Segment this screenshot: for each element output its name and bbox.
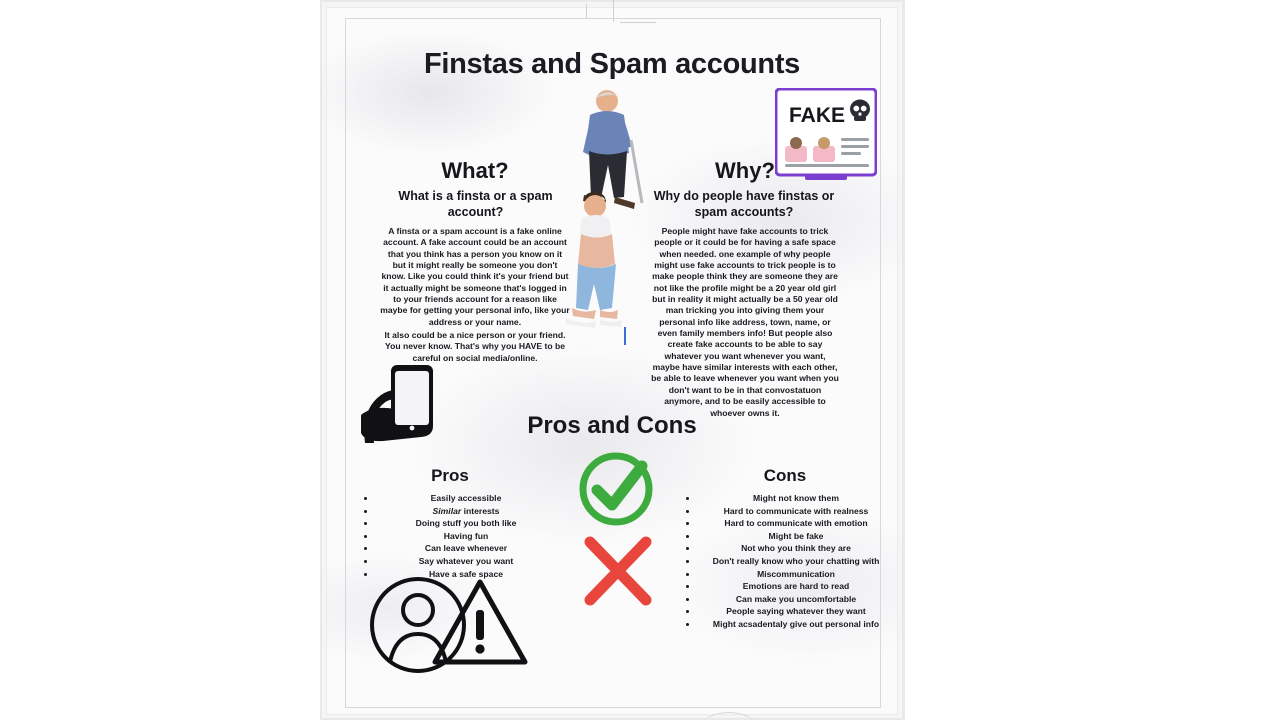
column-body-why: People might have fake accounts to trick people or it could be for having a safe space when needed. one example of why people might use fake accounts to trick people is to make people think they are someone they are not like the profile might be a 20 year old girl but in reality it might actually be a 50 year old man tricking you into giving them your personal info like address, town, name, or even family members info! But people also create fake accounts to be able to say whatever you want whenever you want, maybe have similar interests with each other, be able to leave whenever you want when you don't want to be in that convostatuon anymore, and to be easily accessible to whoever owns it.: [651, 226, 839, 418]
list-item: • Doing stuff you both like: [376, 517, 556, 530]
crop-mark-left-vertical: [586, 4, 587, 18]
column-subheading-why: Why do people have finstas or spam accounts?: [653, 189, 835, 219]
column-body-what-1: A finsta or a spam account is a fake online account. A fake account could be an account that you think has a person you know on it but it might really be someone you don't know. Like you could think it's your friend but it actually might be someone that's logged in to your friends account for a reason like maybe for getting your personal info, like your address or your name.: [380, 226, 570, 327]
list-item: • Might be fake: [698, 530, 894, 543]
list-item: • Miscommunication: [698, 568, 894, 581]
list-item: • Might not know them: [698, 492, 894, 505]
page-title: Finstas and Spam accounts: [423, 48, 801, 80]
list-item: • Easily accessible: [376, 492, 556, 505]
list-item: • People saying whatever they want: [698, 605, 894, 618]
red-x-icon: [570, 530, 666, 612]
green-check-icon: [568, 448, 664, 530]
column-heading-what: What?: [441, 158, 509, 183]
pros-heading: Pros: [431, 466, 469, 485]
list-item: • Have a safe space: [376, 568, 556, 581]
section-title-pros-and-cons: Pros and Cons: [527, 412, 697, 439]
list-item: • Might acsadentaly give out personal info: [698, 618, 894, 631]
pros-list: [362, 492, 556, 580]
list-item: • Don't really know who your chatting with: [698, 555, 894, 568]
person-sitting-illustration: [548, 190, 640, 335]
list-item: • Hard to communicate with realness: [698, 505, 894, 518]
list-item: • Emotions are hard to read: [698, 580, 894, 593]
list-item: • Say whatever you want: [376, 555, 556, 568]
crop-mark-horizontal: [620, 22, 656, 23]
list-item: • Having fun: [376, 530, 556, 543]
blue-accent-mark: [624, 327, 626, 345]
avatar-warning-icon: [360, 570, 550, 675]
list-item: • Can leave whenever: [376, 542, 556, 555]
list-item: • Hard to communicate with emotion: [698, 517, 894, 530]
list-item: • Can make you uncomfortable: [698, 593, 894, 606]
pros-italic-word: Similar: [432, 505, 462, 516]
cons-heading: Cons: [763, 466, 807, 485]
column-heading-why: Why?: [715, 158, 775, 183]
list-item: • Not who you think they are: [698, 542, 894, 555]
column-body-what-2: It also could be a nice person or your friend. You never know. That's why you HAVE to be careful on social media/online.: [384, 330, 566, 363]
cons-list: [684, 492, 894, 631]
list-item: • Similar interests: [376, 505, 556, 518]
svg-text:FAKE: FAKE: [789, 104, 846, 127]
column-subheading-what: What is a finsta or a spam account?: [398, 189, 553, 219]
fake-account-card-icon: [775, 88, 877, 184]
crop-mark-center-vertical: [613, 0, 614, 22]
